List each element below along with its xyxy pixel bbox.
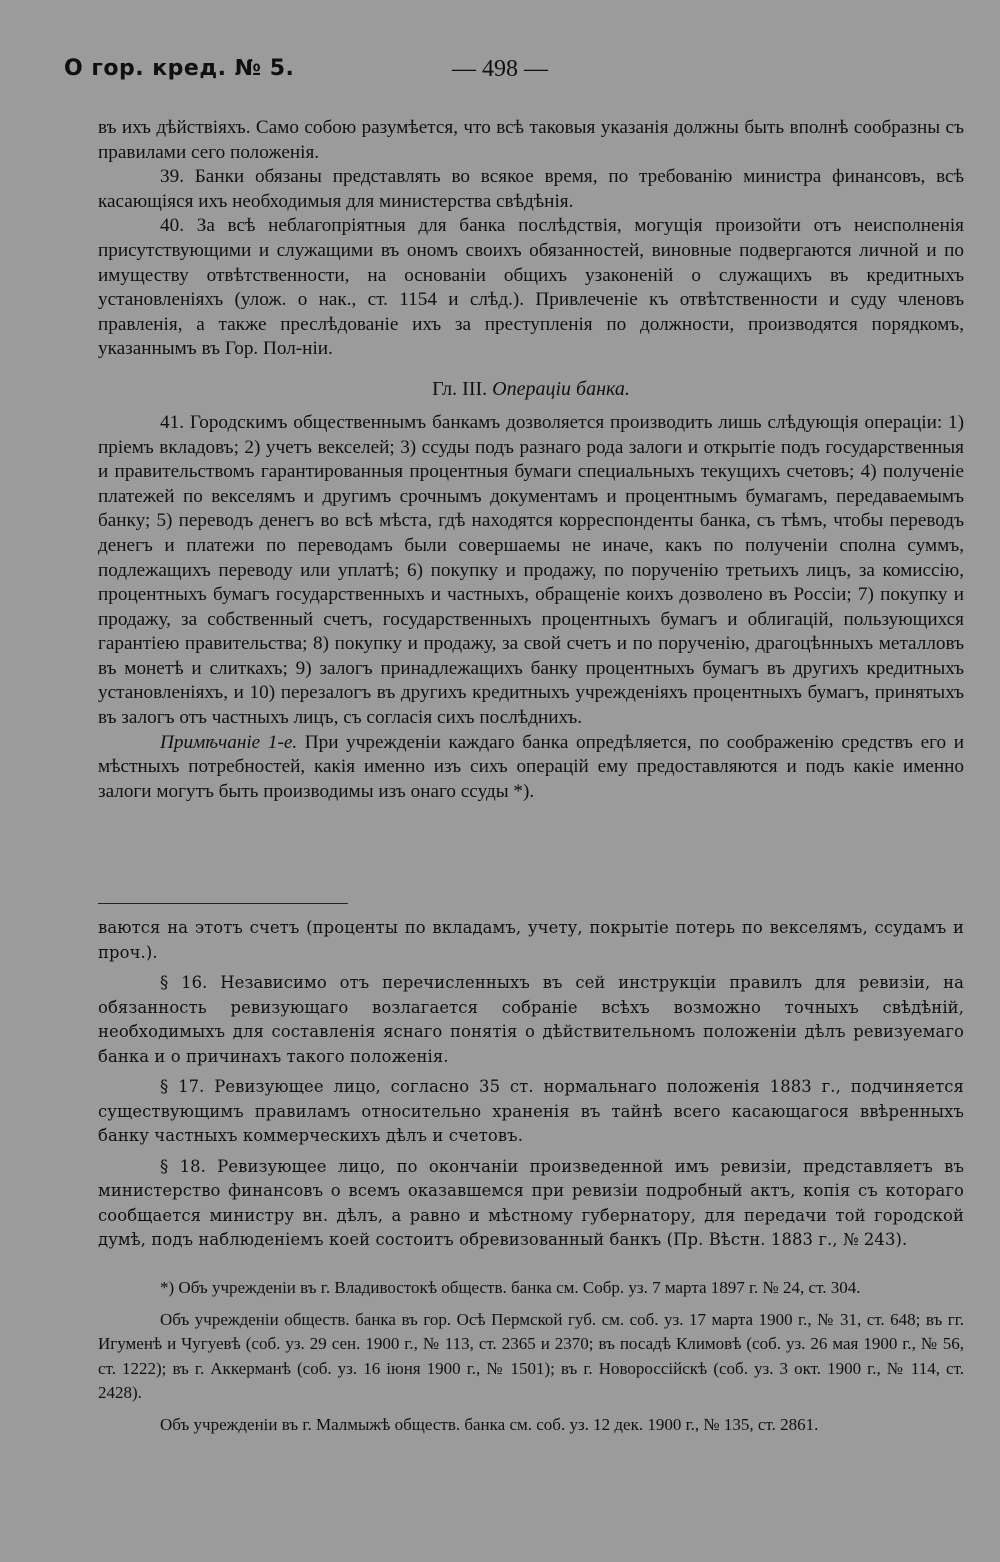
chapter-heading xyxy=(98,378,964,401)
footnote-divider xyxy=(98,903,348,904)
footnotes xyxy=(98,1276,964,1437)
article-41: 41. Городскимъ общественнымъ банкамъ дозволяется производить лишь слѣдующія операціи: 1) пріемъ вкладовъ; 2) учетъ векселей; 3) ссуды подъ разнаго рода залоги и открытіе подъ государственныя и правительствомъ гарантированныя процентныя бумаги специальныхъ текущихъ счетовъ; 4) полученіе платежей по векселямъ и другимъ срочнымъ документамъ и процентнымъ бумагамъ, передаваемымъ банку; 5) переводъ денегъ во всѣ мѣста, гдѣ находятся корреспонденты банка, съ тѣмъ, чтобы переводъ денегъ и платежи по переводамъ были совершаемы не иначе, какъ по полученіи сполна суммъ, подлежащихъ переводу или уплатѣ; 6) покупку и продажу, по порученію третьихъ лицъ, за комиссію, процентныхъ бумагъ государственныхъ и частныхъ, обращеніе коихъ дозволено въ Россіи; 7) покупку и продажу, за собственный счетъ, государственныхъ процентныхъ бумагъ и облигацій, пользующихся гарантіею правительства; 8) покупку и продажу, за свой счетъ и по порученію, драгоцѣнныхъ металловъ въ монетѣ и слиткахъ; 9) залогъ принадлежащихъ банку процентныхъ бумагъ въ другихъ кредитныхъ установленіяхъ, и 10) перезалогъ въ другихъ кредитныхъ учрежденіяхъ процентныхъ бумагъ, принятыхъ въ залогъ отъ частныхъ лицъ, съ согласія сихъ послѣднихъ. xyxy=(98,411,964,729)
running-title: О гор. кред. № 5. xyxy=(64,56,295,81)
chapter-number: Гл. III. xyxy=(432,377,488,400)
main-text xyxy=(98,116,964,804)
note-text: При учрежденіи каждаго банка опредѣляется, по соображенію средствъ его и мѣстныхъ потребностей, какія именно изъ сихъ операцій ему предоставляются и подъ какіе именно залоги могутъ быть производимы изъ онаго ссуды *). xyxy=(98,731,964,802)
paragraph-continuation: въ ихъ дѣйствіяхъ. Само собою разумѣется, что всѣ таковыя указанія должны быть вполнѣ сообразны съ правилами сего положенія. xyxy=(98,117,964,163)
page-number: — 498 — xyxy=(452,56,548,82)
footnote-1: *) Объ учрежденіи въ г. Владивостокѣ обществ. банка см. Собр. уз. 7 марта 1897 г. № 24, ст. 304. xyxy=(160,1278,861,1297)
chapter-title: Операціи банка. xyxy=(492,377,630,400)
section-18: § 18. Ревизующее лицо, по окончаніи произведенной имъ ревизіи, представляетъ въ министерство финансовъ о всемъ оказавшемся при ревизіи подробный актъ, копія съ котораго сообщается министру вн. дѣлъ, а равно и мѣстному губернатору, для передачи той городской думѣ, подъ наблюденіемъ коей состоитъ обревизованный банкъ (Пр. Вѣстн. 1883 г., № 243). xyxy=(98,1156,964,1249)
article-40: 40. За всѣ неблагопріятныя для банка послѣдствія, могущія произойти отъ неисполненія присутствующими и служащими въ ономъ своихъ обязанностей, виновные подвергаются личной и по имуществу отвѣтственности, на основаніи общихъ узаконеній о служащихъ въ кредитныхъ установленіяхъ (улож. о нак., ст. 1154 и слѣд.). Привлеченіе къ отвѣтственности и суду членовъ правленія, а также преслѣдованіе ихъ за преступленія по должности, производятся порядкомъ, указаннымъ въ Гор. Пол-ніи. xyxy=(98,215,964,360)
footnote-3: Объ учрежденіи въ г. Малмыжѣ обществ. банка см. соб. уз. 12 дек. 1900 г., № 135, ст. 2861. xyxy=(160,1414,819,1434)
footnote-2: Объ учрежденіи обществ. банка въ гор. Осѣ Пермской губ. см. соб. уз. 17 марта 1900 г., № 31, ст. 648; въ гг. Игуменѣ и Чугуевѣ (соб. уз. 29 сен. 1900 г., № 113, ст. 2365 и 2370; въ посадѣ Климовѣ (соб. уз. 26 мая 1900 г., № 56, ст. 1222); въ г. Аккерманѣ (соб. уз. 16 іюня 1900 г., № 1501); въ г. Новороссійскѣ (соб. уз. 3 окт. 1900 г., № 114, ст. 2428). xyxy=(98,1309,964,1402)
instruction-text xyxy=(98,916,964,1253)
page-header xyxy=(0,56,1000,90)
note-1 xyxy=(98,731,964,805)
article-39: 39. Банки обязаны представлять во всякое время, по требованію министра финансовъ, всѣ касающіяся ихъ необходимыя для министерства свѣдѣнія. xyxy=(98,166,964,212)
instruction-continuation: ваются на этотъ счетъ (проценты по вкладамъ, учету, покрытіе потерь по векселямъ, ссудамъ и проч.). xyxy=(98,918,964,962)
note-label: Примѣчаніе 1-е. xyxy=(160,731,298,753)
section-16: § 16. Независимо отъ перечисленныхъ въ сей инструкціи правилъ для ревизіи, на обязанность ревизующаго возлагается собраніе всѣхъ возможно точныхъ свѣдѣній, необходимыхъ для составленія яснаго понятія о дѣйствительномъ положеніи дѣлъ ревизуемаго банка и о причинахъ такого положенія. xyxy=(98,973,964,1066)
section-17: § 17. Ревизующее лицо, согласно 35 ст. нормальнаго положенія 1883 г., подчиняется существующимъ правиламъ относительно храненія въ тайнѣ всего касающагося ввѣренныхъ банку частныхъ коммерческихъ дѣлъ и счетовъ. xyxy=(98,1077,964,1145)
